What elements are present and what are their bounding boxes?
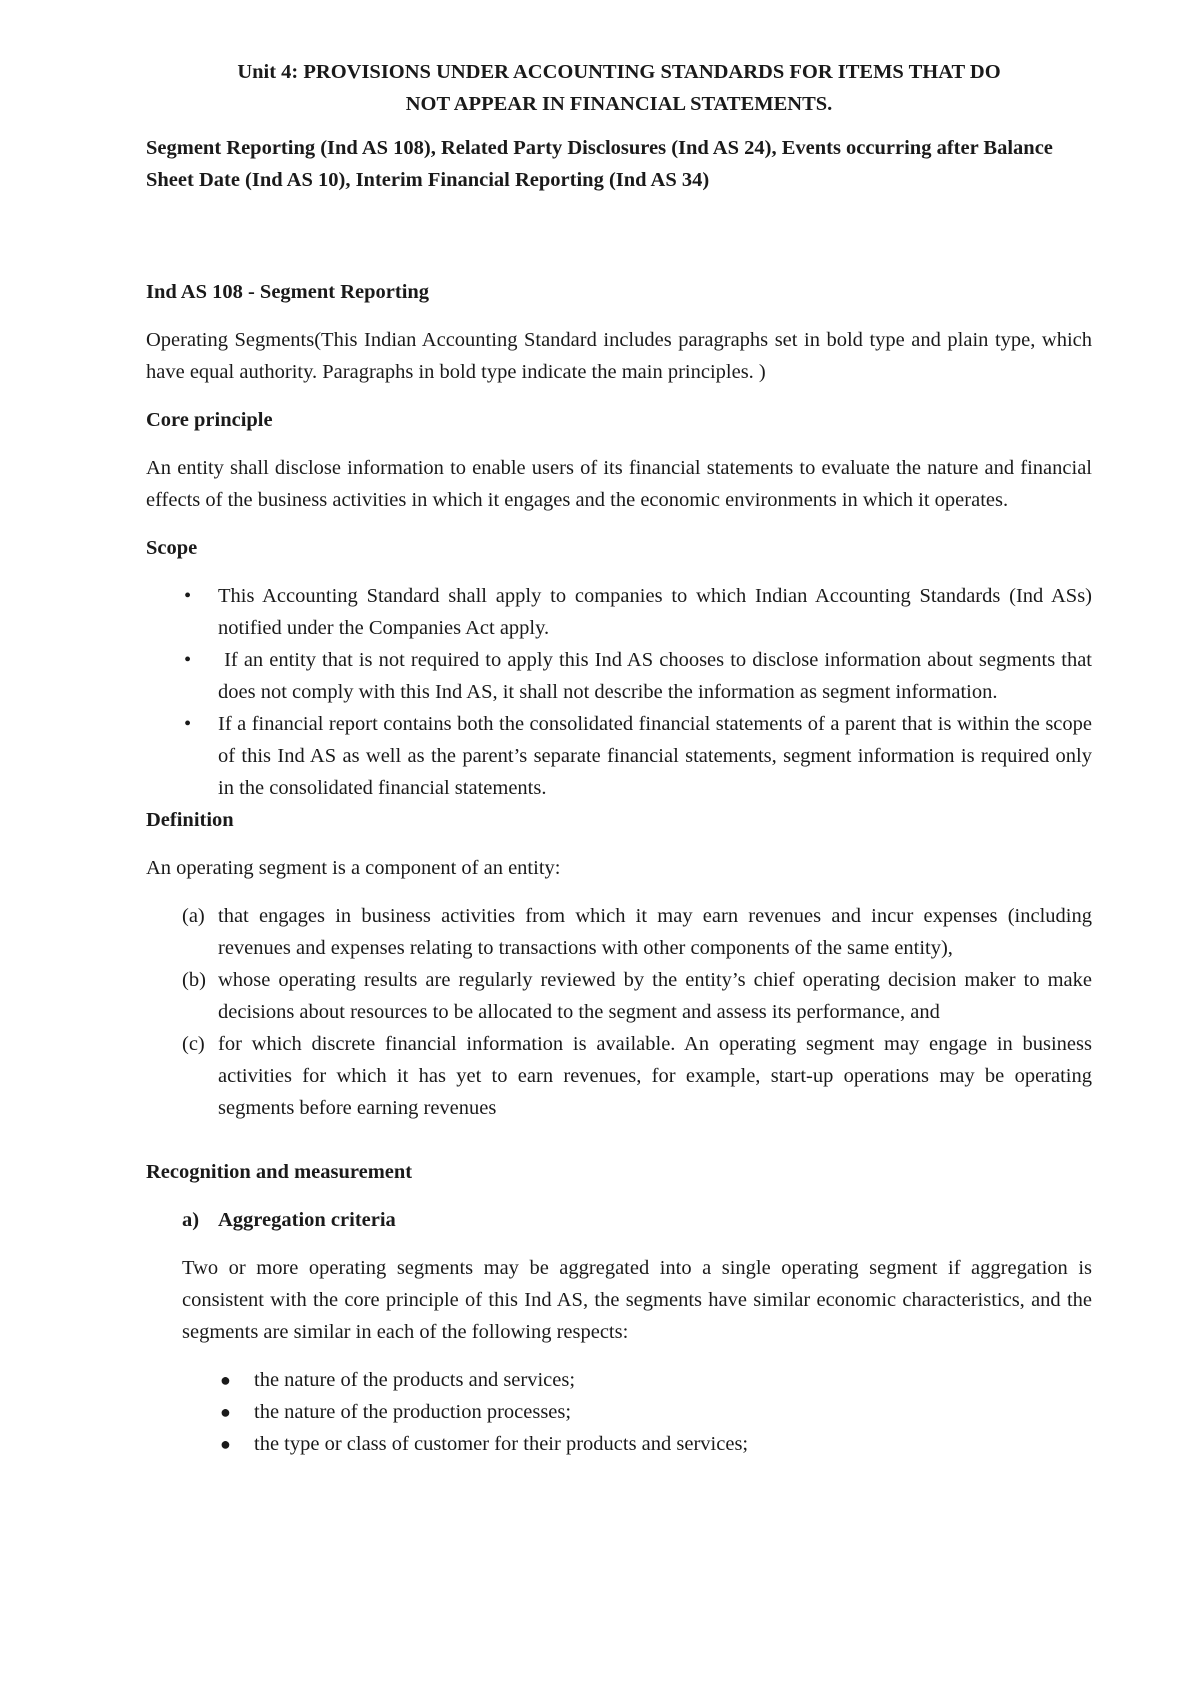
criteria-item-text: the type or class of customer for their products and services; bbox=[254, 1433, 749, 1455]
definition-list bbox=[146, 900, 1092, 1124]
list-item bbox=[146, 964, 1092, 1028]
aggregation-subheading-text: Aggregation criteria bbox=[218, 1209, 396, 1231]
bullet-icon: • bbox=[184, 713, 192, 735]
scope-item-text: If an entity that is not required to apply this Ind AS chooses to disclose information about segments that does not comply with this Ind AS, it shall not describe the information as segment information. bbox=[218, 649, 1098, 703]
aggregation-criteria-list bbox=[146, 1364, 1092, 1460]
definition-item-text: whose operating results are regularly reviewed by the entity’s chief operating decision maker to make decisions about resources to be allocated to the segment and assess its performance, and bbox=[218, 969, 1092, 1023]
bullet-icon: ● bbox=[220, 1402, 231, 1422]
bullet-icon: ● bbox=[220, 1434, 231, 1454]
definition-intro: An operating segment is a component of an entity: bbox=[146, 857, 561, 879]
list-item bbox=[146, 900, 1092, 964]
unit-title-line-1: Unit 4: PROVISIONS UNDER ACCOUNTING STANDARDS FOR ITEMS THAT DO bbox=[237, 61, 1001, 83]
list-item bbox=[146, 1028, 1092, 1124]
criteria-item-text: the nature of the production processes; bbox=[254, 1401, 572, 1423]
list-item bbox=[146, 580, 1092, 644]
core-principle-heading: Core principle bbox=[146, 409, 273, 431]
recognition-heading: Recognition and measurement bbox=[146, 1161, 413, 1183]
item-marker: (a) bbox=[182, 905, 205, 927]
scope-list bbox=[146, 580, 1098, 804]
bullet-icon: ● bbox=[220, 1370, 231, 1390]
list-item bbox=[146, 708, 1092, 804]
unit-subtitle: Segment Reporting (Ind AS 108), Related Party Disclosures (Ind AS 24), Events occurring after Balance Sheet Date (Ind AS 10), Interim Financial Reporting (Ind AS 34) bbox=[146, 137, 1053, 191]
scope-item-text: If a financial report contains both the consolidated financial statements of a parent that is within the scope of this Ind AS as well as the parent’s separate financial statements, segment information is required only in the consolidated financial statements. bbox=[218, 713, 1092, 799]
scope-heading: Scope bbox=[146, 537, 198, 559]
criteria-item-text: the nature of the products and services; bbox=[254, 1369, 576, 1391]
item-marker: (b) bbox=[182, 969, 206, 991]
definition-item-text: for which discrete financial information is available. An operating segment may engage in business activities for which it has yet to earn revenues, for example, start-up operations may be operating segments before earning revenues bbox=[218, 1033, 1092, 1119]
definition-heading: Definition bbox=[146, 809, 234, 831]
subheading-marker: a) bbox=[182, 1209, 200, 1231]
definition-item-text: that engages in business activities from which it may earn revenues and incur expenses (including revenues and expenses relating to transactions with other components of the same entity), bbox=[218, 905, 1092, 959]
list-item bbox=[146, 644, 1098, 708]
section-intro: Operating Segments(This Indian Accounting Standard includes paragraphs set in bold type and plain type, which have equal authority. Paragraphs in bold type indicate the main principles. ) bbox=[146, 329, 1092, 383]
item-marker: (c) bbox=[182, 1033, 205, 1055]
section-heading: Ind AS 108 - Segment Reporting bbox=[146, 281, 430, 303]
core-principle-text: An entity shall disclose information to enable users of its financial statements to evaluate the nature and financial effects of the business activities in which it engages and the economic environments in which it operates. bbox=[146, 457, 1092, 511]
document-page bbox=[146, 56, 1098, 1460]
bullet-icon: • bbox=[184, 649, 192, 671]
unit-title-line-2: NOT APPEAR IN FINANCIAL STATEMENTS. bbox=[405, 93, 833, 115]
scope-item-text: This Accounting Standard shall apply to companies to which Indian Accounting Standards (Ind ASs) notified under the Companies Act apply. bbox=[218, 585, 1092, 639]
aggregation-text: Two or more operating segments may be aggregated into a single operating segment if aggregation is consistent with the core principle of this Ind AS, the segments have similar economic characteristics, and the segments are similar in each of the following respects: bbox=[182, 1257, 1092, 1343]
list-item bbox=[146, 1364, 1092, 1396]
bullet-icon: • bbox=[184, 585, 192, 607]
aggregation-subheading bbox=[146, 1204, 1092, 1236]
list-item bbox=[146, 1428, 1092, 1460]
list-item bbox=[146, 1396, 1092, 1428]
